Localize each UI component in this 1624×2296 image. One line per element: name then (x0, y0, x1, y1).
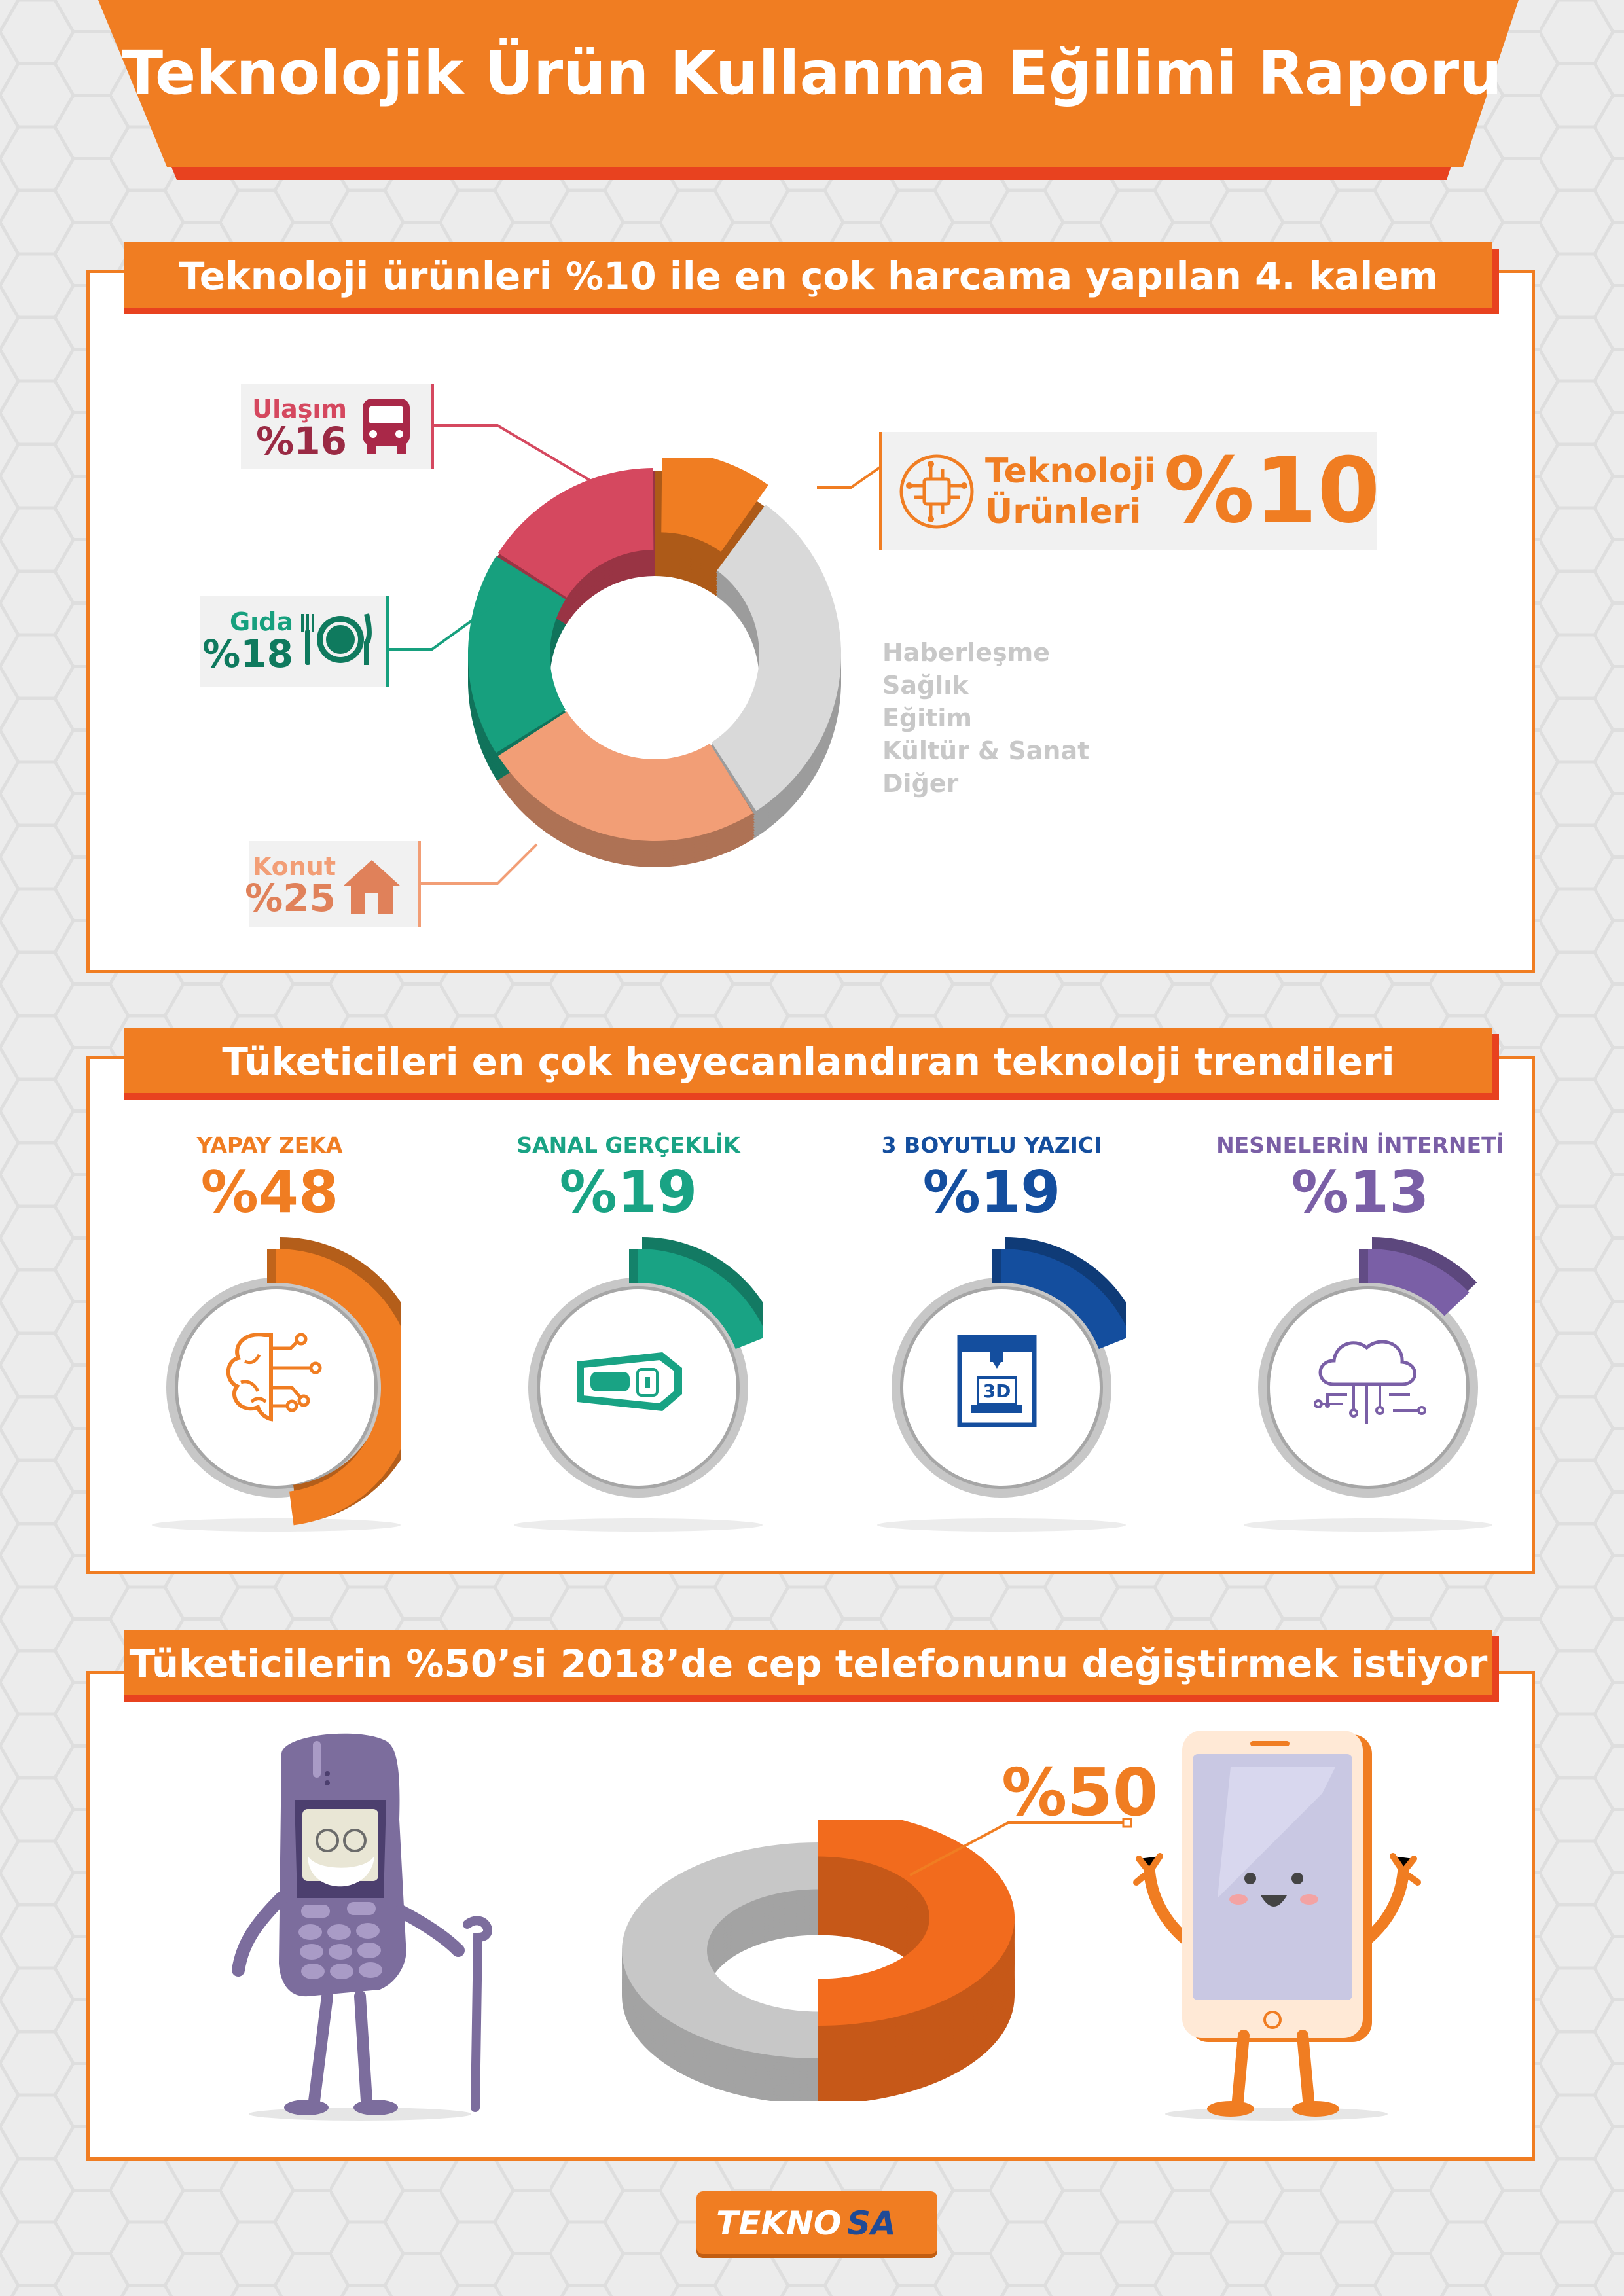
logo-text-part2: SA (847, 2204, 896, 2242)
logo-text-part1: TEKNO (716, 2204, 842, 2242)
ring-shadow (152, 1518, 401, 1532)
trend-value-iot: %13 (1291, 1158, 1430, 1226)
trend-value-3d: %19 (922, 1158, 1061, 1226)
trend-name-iot: NESNELERİN İNTERNETİ (1216, 1132, 1504, 1158)
ring-shadow (514, 1518, 763, 1532)
label-konut-name: Konut (252, 852, 336, 881)
other-item: Diğer (882, 769, 959, 798)
phone-change-value: %50 (1001, 1754, 1159, 1831)
label-gida-name: Gıda (229, 607, 293, 636)
trends-heading: Tüketicileri en çok heyecanlandıran teknoloji trendileri (222, 1039, 1395, 1084)
house-icon (340, 857, 403, 915)
ring-shadow (877, 1518, 1126, 1532)
technology-value: %10 (1164, 438, 1380, 543)
vr-headset-icon (564, 1348, 689, 1420)
technology-label-line2: Ürünleri (985, 492, 1142, 531)
label-konut-value: %25 (245, 876, 336, 920)
ring-value-edge (1359, 1249, 1368, 1283)
ring-value-edge (629, 1249, 638, 1283)
trend-name-vr: SANAL GERÇEKLİK (516, 1132, 740, 1158)
trend-value-vr: %19 (559, 1158, 698, 1226)
3d-printer-icon (954, 1332, 1039, 1430)
teknosa-logo (696, 2191, 937, 2254)
label-ulasim-value: %16 (256, 419, 347, 463)
other-item: Kültür & Sanat (882, 736, 1090, 765)
spending-connectors (0, 0, 1624, 982)
ring-value-edge (267, 1249, 276, 1283)
page-title: Teknolojik Ürün Kullanma Eğilimi Raporu (122, 38, 1502, 108)
3d-label: 3D (983, 1380, 1011, 1402)
other-item: Haberleşme (882, 638, 1050, 667)
ring-shadow (1244, 1518, 1492, 1532)
phone-heading: Tüketicilerin %50’si 2018’de cep telefonunu değiştirmek istiyor (129, 1641, 1488, 1686)
plate-icon (298, 610, 372, 669)
trend-name-ai: YAPAY ZEKA (196, 1132, 343, 1158)
other-item: Eğitim (882, 704, 972, 732)
trend-name-3d: 3 BOYUTLU YAZICI (881, 1132, 1102, 1158)
old-phone-character-icon (229, 1728, 511, 2134)
cloud-iot-icon (1308, 1332, 1426, 1430)
circuit-chip-icon (898, 453, 975, 530)
ring-value-edge (992, 1249, 1001, 1283)
technology-label-line1: Teknoloji (985, 452, 1156, 491)
brain-circuit-icon (219, 1329, 323, 1427)
label-ulasim-name: Ulaşım (252, 395, 347, 423)
trend-value-ai: %48 (200, 1158, 339, 1226)
spending-heading: Teknoloji ürünleri %10 ile en çok harcama yapılan 4. kalem (178, 254, 1439, 298)
label-gida-value: %18 (202, 632, 293, 676)
other-item: Sağlık (882, 671, 969, 700)
bus-icon (359, 396, 414, 456)
smartphone-character-icon (1126, 1728, 1427, 2134)
